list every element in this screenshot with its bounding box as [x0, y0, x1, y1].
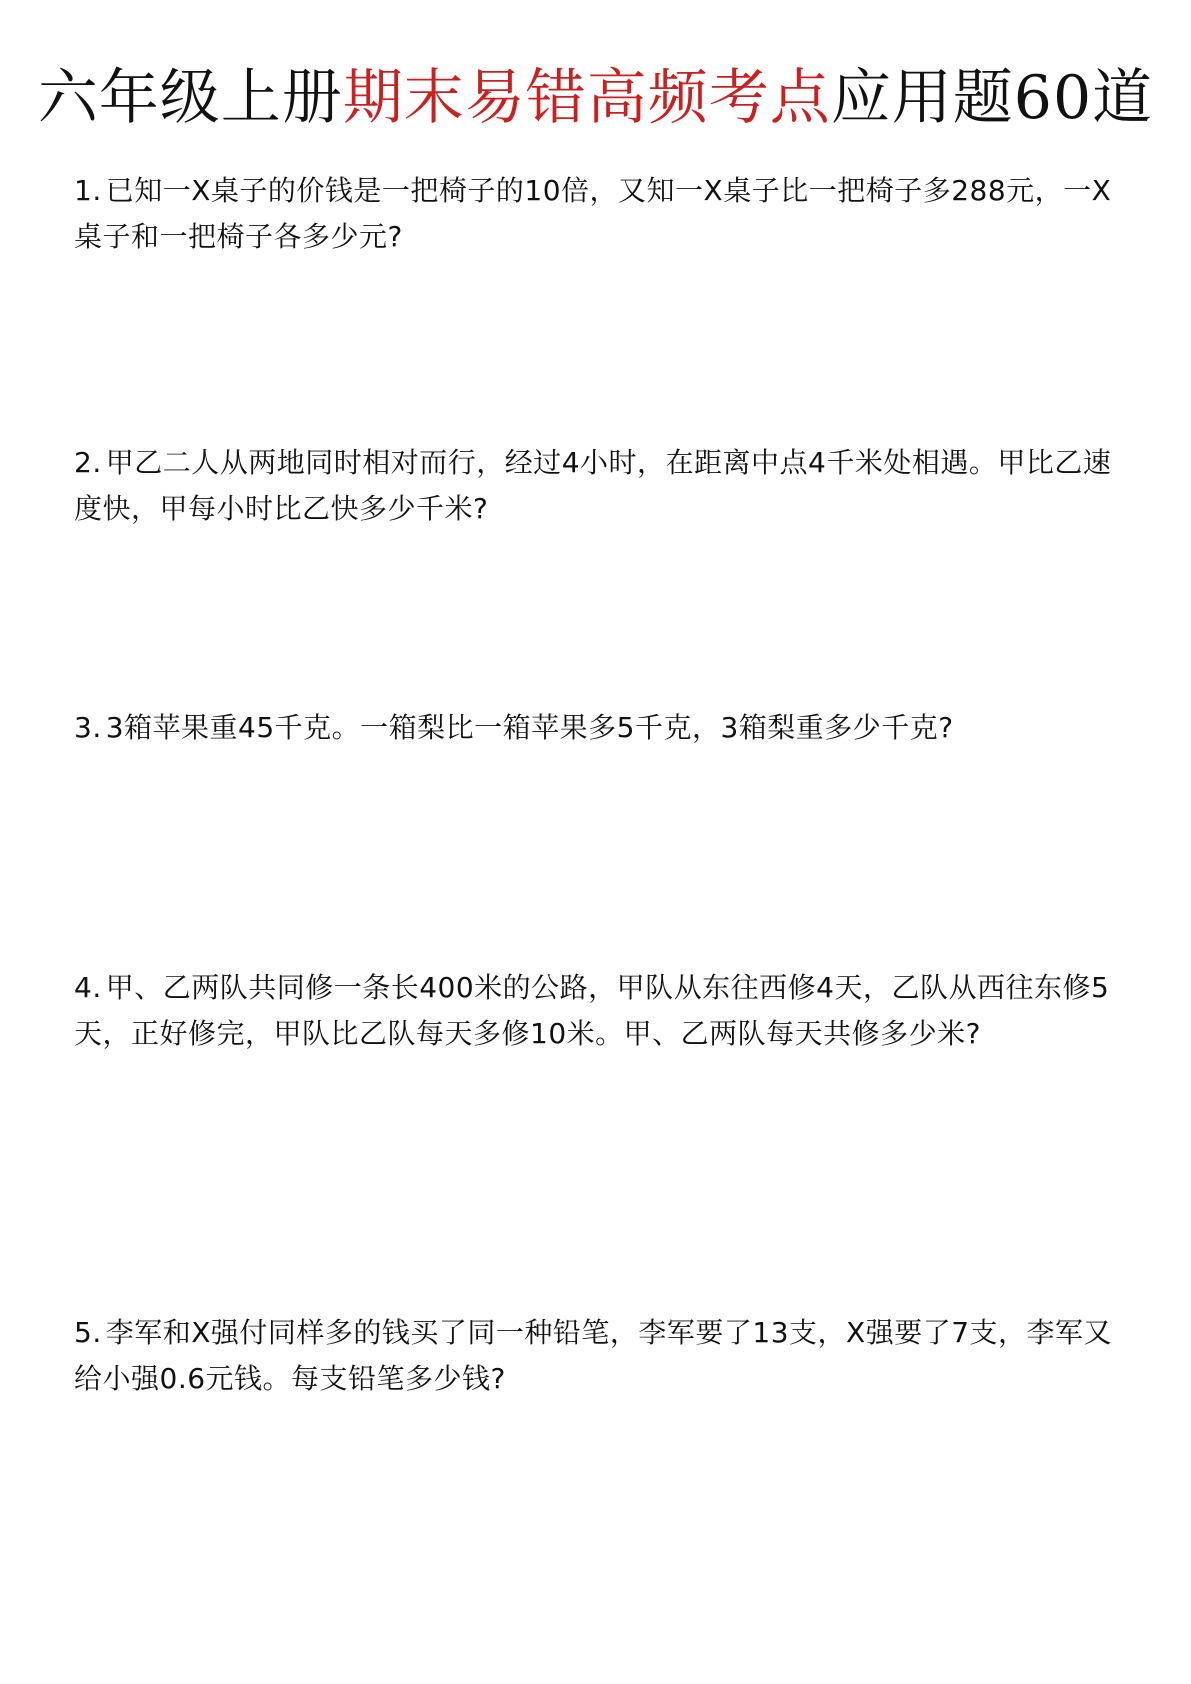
question-1 — [74, 168, 1114, 260]
question-3 — [74, 705, 1114, 751]
question-2 — [74, 440, 1114, 532]
question-number: 1. — [74, 174, 102, 207]
question-5 — [74, 1310, 1114, 1402]
title-prefix: 六年级上册 — [37, 63, 343, 133]
page-title — [0, 58, 1191, 138]
question-number: 3. — [74, 711, 102, 744]
question-number: 5. — [74, 1316, 102, 1349]
question-number: 4. — [74, 971, 102, 1004]
question-number: 2. — [74, 446, 102, 479]
question-text: 李军和X强付同样多的钱买了同一种铅笔，李军要了13支，X强要了7支，李军又给小强0.6元钱。每支铅笔多少钱? — [74, 1316, 1113, 1395]
question-4 — [74, 965, 1114, 1057]
question-text: 3箱苹果重45千克。一箱梨比一箱苹果多5千克，3箱梨重多少千克? — [105, 711, 954, 744]
question-text: 已知一X桌子的价钱是一把椅子的10倍，又知一X桌子比一把椅子多288元，一X桌子和一把椅子各多少元? — [74, 174, 1112, 253]
title-highlight: 期末易错高频考点 — [342, 63, 831, 133]
question-text: 甲乙二人从两地同时相对而行，经过4小时，在距离中点4千米处相遇。甲比乙速度快，甲每小时比乙快多少千米? — [74, 446, 1112, 525]
question-text: 甲、乙两队共同修一条长400米的公路，甲队从东往西修4天，乙队从西往东修5天，正好修完，甲队比乙队每天多修10米。甲、乙两队每天共修多少米? — [74, 971, 1110, 1050]
title-suffix: 应用题60道 — [830, 63, 1154, 133]
